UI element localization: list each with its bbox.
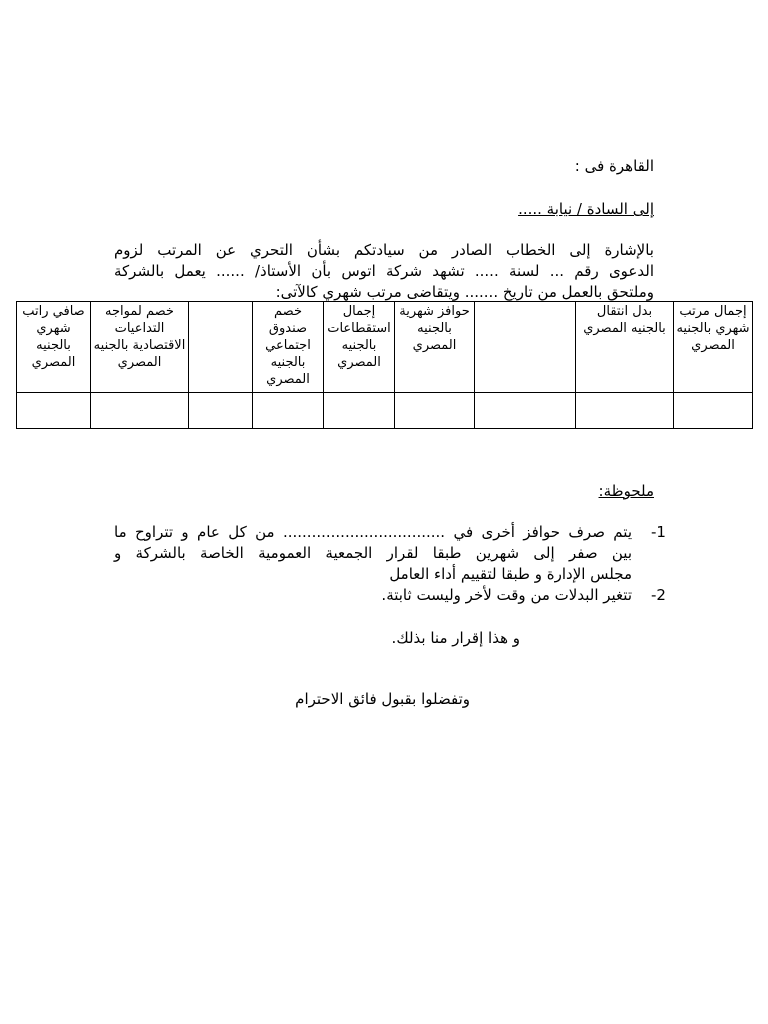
note-1-line-2: بين صفر إلى شهرين طبقا لقرار الجمعية العمومية الخاصة بالشركة و — [114, 544, 632, 562]
header-economic-deduction: خصم لمواجه التداعيات الاقتصادية بالجنيه المصري — [91, 302, 189, 393]
header-social-fund-deduction: خصم صندوق اجتماعي بالجنيه المصري — [253, 302, 324, 393]
header-monthly-incentives: حوافز شهرية بالجنيه المصري — [395, 302, 475, 393]
table-row — [17, 392, 753, 428]
salary-table — [16, 301, 753, 429]
notes-heading: ملحوظة: — [598, 482, 654, 500]
body-line-3: وملتحق بالعمل من تاريخ ....... ويتقاضى مرتب شهري كالآتى: — [275, 283, 654, 301]
header-net-salary: صافي راتب شهري بالجنيه المصري — [17, 302, 91, 393]
cell-total-salary — [674, 392, 753, 428]
body-line-2: الدعوى رقم ... لسنة ..... تشهد شركة اتوس بأن الأستاذ/ ...... يعمل بالشركة — [114, 262, 654, 280]
cell-monthly-incentives — [395, 392, 475, 428]
cell-social-fund-deduction — [253, 392, 324, 428]
closing-line: وتفضلوا بقبول فائق الاحترام — [295, 690, 470, 708]
header-total-salary: إجمال مرتب شهري بالجنيه المصري — [674, 302, 753, 393]
header-empty-2 — [189, 302, 253, 393]
cell-transport-allowance — [576, 392, 674, 428]
table-header-row — [17, 302, 753, 393]
place-date-line: القاهرة فى : — [574, 157, 654, 175]
cell-net-salary — [17, 392, 91, 428]
addressee-line: إلى السادة / نيابة ..... — [518, 200, 654, 218]
body-line-1: بالإشارة إلى الخطاب الصادر من سيادتكم بشأن التحري عن المرتب لزوم — [114, 241, 654, 259]
header-empty-1 — [475, 302, 576, 393]
header-total-deductions: إجمال استقطاعات بالجنيه المصري — [324, 302, 395, 393]
note-1-line-1: يتم صرف حوافز أخرى في .................................. من كل عام و تتراوح ما — [114, 523, 632, 541]
note-number-2: -2 — [651, 586, 666, 604]
cell-empty-1 — [475, 392, 576, 428]
declaration-line: و هذا إقرار منا بذلك. — [391, 629, 520, 647]
note-1-line-3: مجلس الإدارة و طبقا لتقييم أداء العامل — [389, 565, 632, 583]
cell-empty-2 — [189, 392, 253, 428]
note-number-1: -1 — [651, 523, 666, 541]
header-transport-allowance: بدل انتقال بالجنيه المصري — [576, 302, 674, 393]
note-2-line-1: تتغير البدلات من وقت لأخر وليست ثابتة. — [381, 586, 632, 604]
cell-economic-deduction — [91, 392, 189, 428]
cell-total-deductions — [324, 392, 395, 428]
